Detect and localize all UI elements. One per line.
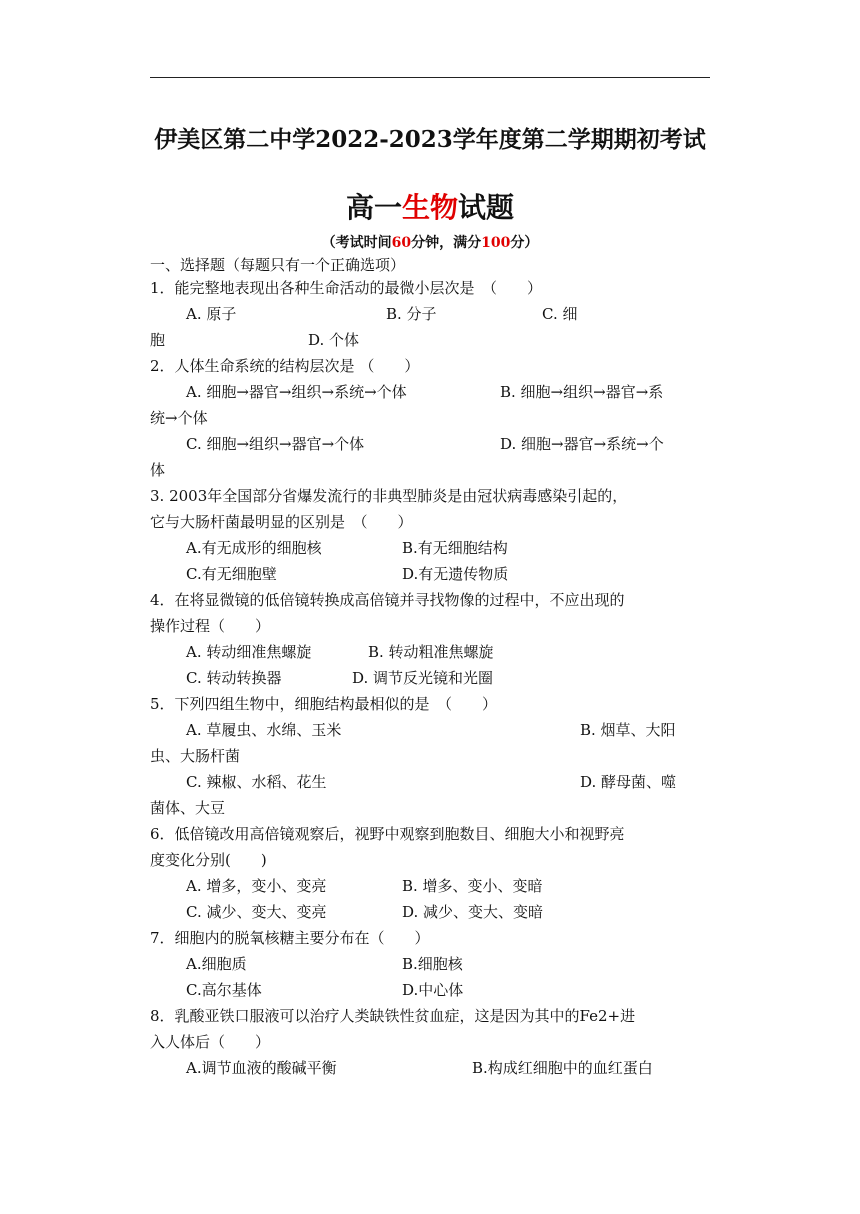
option-line: A. 转动细准焦螺旋 [186, 643, 312, 661]
section-heading: 一、选择题（每题只有一个正确选项） [150, 256, 406, 274]
option-line: A. 细胞→器官→组织→系统→个体 [186, 383, 407, 401]
question-line: 1．能完整地表现出各种生命活动的最微小层次是 （ ） [150, 279, 543, 297]
option-line: D. 减少、变大、变暗 [402, 903, 544, 921]
option-line: D. 调节反光镜和光圈 [352, 669, 494, 687]
question-line: 7．细胞内的脱氧核糖主要分布在（ ） [150, 929, 430, 947]
option-line: D. 个体 [308, 331, 360, 349]
option-line: 虫、大肠杆菌 [150, 747, 241, 765]
subject-title [150, 186, 710, 226]
question-line: 它与大肠杆菌最明显的区别是 （ ） [150, 513, 413, 531]
option-line: C. 细 [542, 305, 578, 323]
option-line: C. 辣椒、水稻、花生 [186, 773, 327, 791]
question-line: 2．人体生命系统的结构层次是 （ ） [150, 357, 420, 375]
question-line: 4．在将显微镜的低倍镜转换成高倍镜并寻找物像的过程中，不应出现的 [150, 591, 625, 609]
option-line: B. 增多、变小、变暗 [402, 877, 543, 895]
option-line: C. 转动转换器 [186, 669, 282, 687]
info-suffix: 分） [510, 235, 539, 251]
header-rule [150, 77, 710, 78]
school-title: 伊美区第二中学2022-2023学年度第二学期期初考试 [154, 126, 706, 153]
option-line: C.高尔基体 [186, 981, 262, 999]
question-line: 操作过程（ ） [150, 617, 271, 635]
option-line: B. 转动粗准焦螺旋 [368, 643, 494, 661]
question-line: 6．低倍镜改用高倍镜观察后，视野中观察到胞数目、细胞大小和视野亮 [150, 825, 625, 843]
score-value: 100 [481, 235, 511, 251]
question-line: 入人体后（ ） [150, 1033, 271, 1051]
option-line: B. 细胞→组织→器官→系 [500, 383, 664, 401]
option-line: 统→个体 [150, 409, 208, 427]
option-line: B.细胞核 [402, 955, 463, 973]
option-line: D. 酵母菌、噬 [580, 773, 677, 791]
option-line: A.细胞质 [186, 955, 247, 973]
option-line: C.有无细胞壁 [186, 565, 277, 583]
option-line: D. 细胞→器官→系统→个 [500, 435, 664, 453]
subject-prefix: 高一 [345, 191, 402, 224]
option-line: A. 草履虫、水绵、玉米 [186, 721, 342, 739]
option-line: C. 细胞→组织→器官→个体 [186, 435, 365, 453]
subject-highlight: 生物 [401, 191, 458, 224]
option-line: B.有无细胞结构 [402, 539, 508, 557]
info-prefix: （考试时间 [321, 235, 392, 251]
option-line: B.构成红细胞中的血红蛋白 [472, 1059, 653, 1077]
question-line: 8．乳酸亚铁口服液可以治疗人类缺铁性贫血症，这是因为其中的Fe2+进 [150, 1007, 636, 1025]
option-line: 菌体、大豆 [150, 799, 226, 817]
option-line: 体 [150, 461, 166, 479]
exam-info [150, 232, 710, 252]
time-value: 60 [391, 235, 412, 251]
option-line: A.有无成形的细胞核 [186, 539, 322, 557]
option-line: D.中心体 [402, 981, 464, 999]
option-line: B. 分子 [386, 305, 437, 323]
info-mid: 分钟，满分 [411, 235, 482, 251]
option-line: D.有无遗传物质 [402, 565, 509, 583]
option-line: A.调节血液的酸碱平衡 [186, 1059, 337, 1077]
option-line: 胞 [150, 331, 166, 349]
question-line: 度变化分别( ) [150, 851, 267, 869]
question-line: 5．下列四组生物中，细胞结构最相似的是 （ ） [150, 695, 498, 713]
option-line: B. 烟草、大阳 [580, 721, 676, 739]
question-line: 3. 2003年全国部分省爆发流行的非典型肺炎是由冠状病毒感染引起的， [150, 487, 628, 505]
option-line: C. 减少、变大、变亮 [186, 903, 327, 921]
option-line: A. 增多，变小、变亮 [186, 877, 327, 895]
option-line: A. 原子 [186, 305, 237, 323]
subject-suffix: 试题 [458, 191, 515, 224]
